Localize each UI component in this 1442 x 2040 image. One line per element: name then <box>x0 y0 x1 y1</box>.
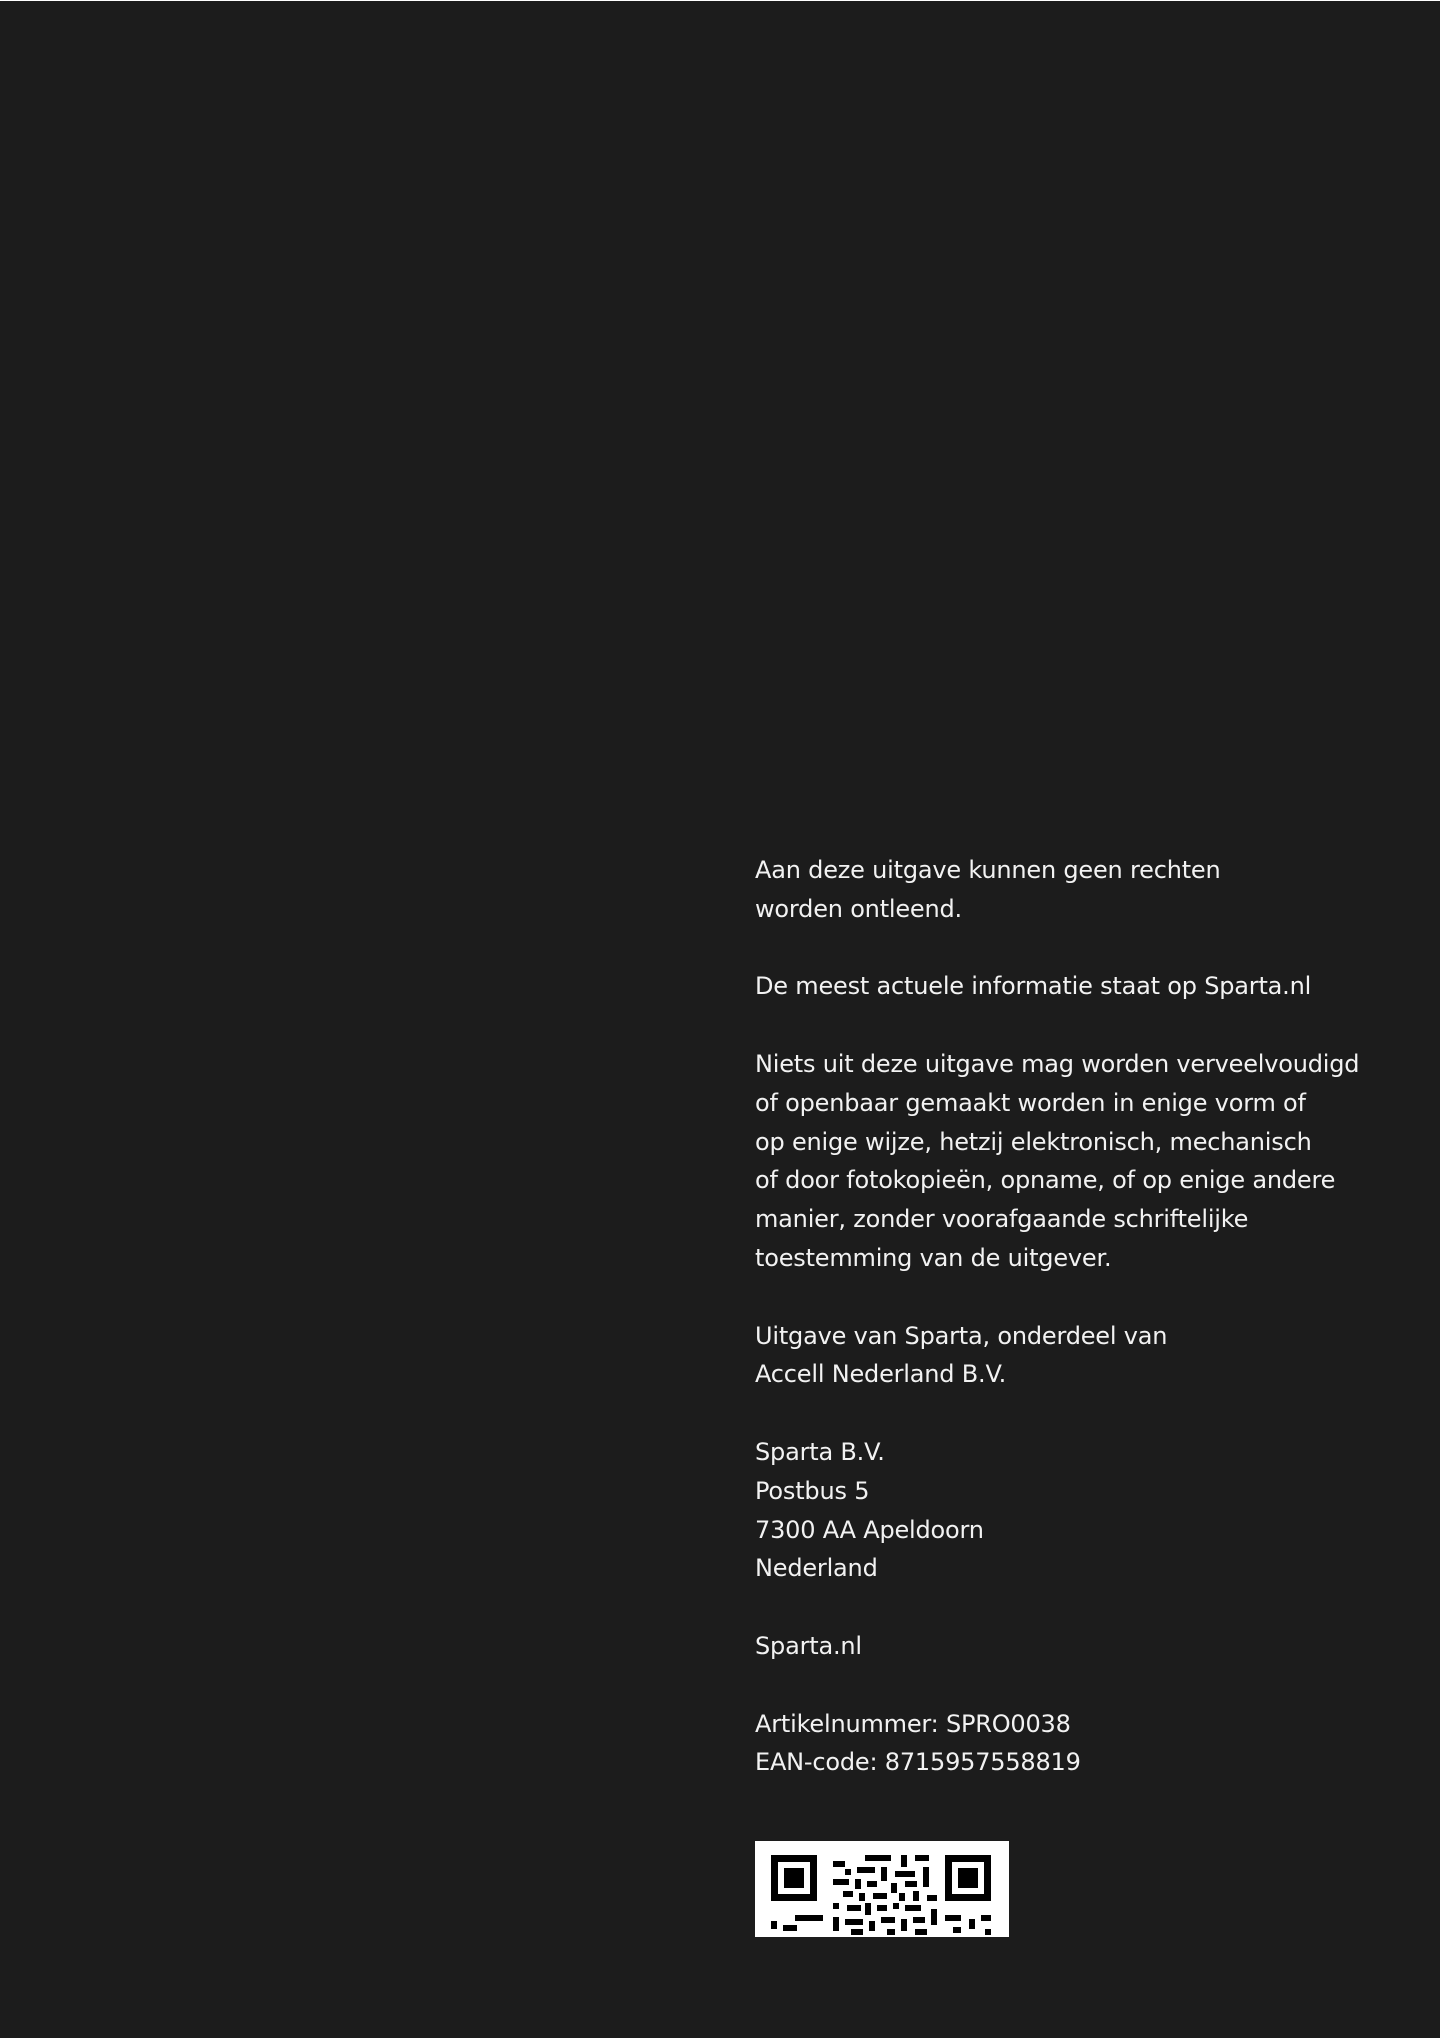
colophon-text <box>755 851 1360 1782</box>
text-line: Aan deze uitgave kunnen geen rechten <box>755 856 1221 884</box>
current-info-paragraph <box>755 967 1355 1006</box>
text-line: op enige wijze, hetzij elektronisch, mechanisch <box>755 1127 1312 1156</box>
text-line: Accell Nederland B.V. <box>755 1360 1006 1389</box>
text-line: toestemming van de uitgever. <box>755 1243 1112 1272</box>
article-codes-paragraph <box>755 1705 1355 1783</box>
text-line: worden ontleend. <box>755 894 962 923</box>
country: Nederland <box>755 1554 878 1583</box>
ean-code: EAN-code: 8715957558819 <box>755 1748 1081 1777</box>
website-paragraph <box>755 1627 1355 1666</box>
text-line: Uitgave van Sparta, onderdeel van <box>755 1321 1168 1350</box>
address-paragraph <box>755 1433 1355 1588</box>
text-line: of openbaar gemaakt worden in enige vorm of <box>755 1088 1306 1117</box>
article-number: Artikelnummer: SPRO0038 <box>755 1709 1071 1738</box>
po-box: Postbus 5 <box>755 1476 870 1505</box>
company-name: Sparta B.V. <box>755 1437 885 1466</box>
text-line: manier, zonder voorafgaande schriftelijke <box>755 1205 1249 1234</box>
postal-city: 7300 AA Apeldoorn <box>755 1515 984 1544</box>
text-line: Niets uit deze uitgave mag worden verveelvoudigd <box>755 1049 1360 1078</box>
text-line: of door fotokopieën, opname, of op enige andere <box>755 1166 1336 1195</box>
publisher-paragraph <box>755 1317 1355 1395</box>
back-cover-page <box>0 1 1440 2038</box>
disclaimer-paragraph <box>755 851 1355 929</box>
qr-code-icon <box>755 1841 1009 1937</box>
text-line: De meest actuele informatie staat op Sparta.nl <box>755 972 1312 1001</box>
website-text: Sparta.nl <box>755 1631 862 1660</box>
copyright-paragraph <box>755 1045 1360 1278</box>
